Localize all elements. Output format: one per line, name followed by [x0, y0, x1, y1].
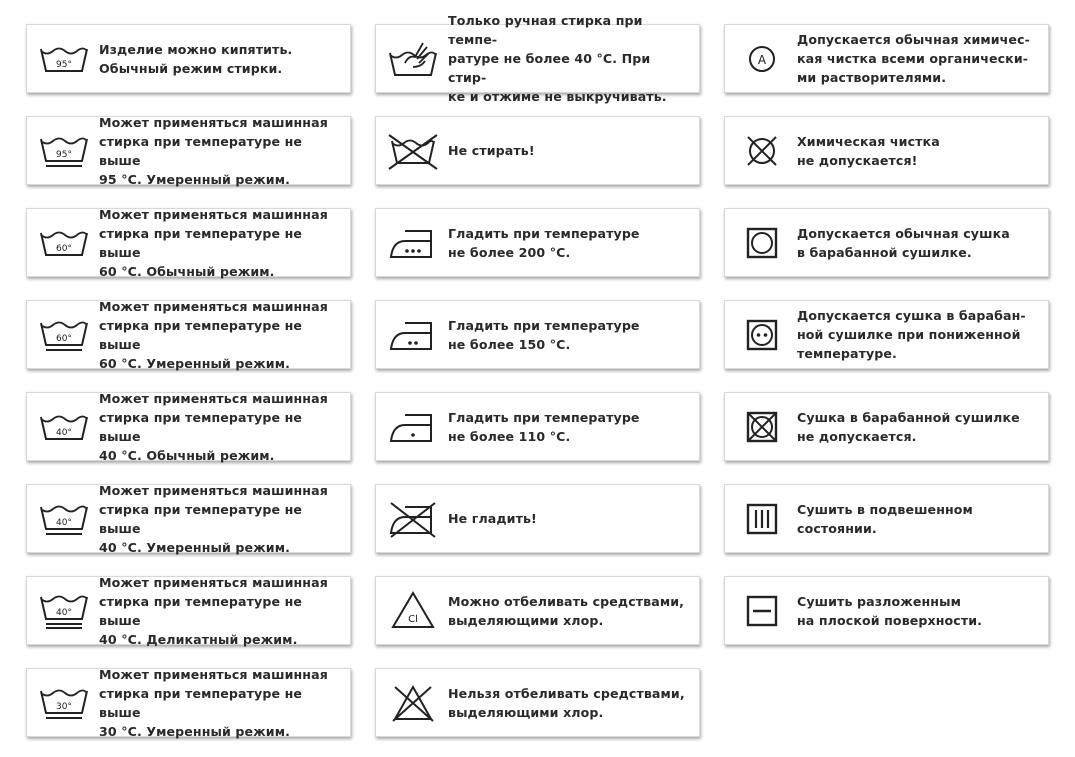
symbol-description: Может применяться машинная стирка при температуре не выше 60 °С. Обычный режим.: [99, 206, 328, 279]
iron-two-dots-icon: [384, 311, 442, 359]
symbol-card: [26, 116, 351, 185]
svg-text:Cl: Cl: [408, 613, 418, 625]
do-not-tumble-dry-icon: [733, 403, 791, 451]
do-not-bleach-icon: [384, 679, 442, 727]
wash-tub-95-bar-icon: [35, 127, 93, 175]
symbol-card: [26, 668, 351, 737]
symbol-card: [724, 24, 1049, 93]
care-symbols-grid: [26, 13, 1050, 739]
empty-cell: [724, 668, 1049, 737]
wash-temperature-label: 60°: [56, 333, 72, 344]
symbol-description: Может применяться машинная стирка при температуре не выше 60 °С. Умеренный режим.: [99, 298, 328, 371]
symbol-card: [724, 576, 1049, 645]
symbol-description: Нельзя отбеливать средствами, выделяющими хлор.: [448, 685, 685, 720]
wash-tub-40-bar-icon: [35, 495, 93, 543]
dry-flat-icon: [733, 587, 791, 635]
symbol-card: [724, 484, 1049, 553]
tumble-dry-icon: [733, 219, 791, 267]
symbol-card: [26, 300, 351, 369]
iron-one-dot-icon: [384, 403, 442, 451]
symbol-card: [375, 13, 700, 104]
symbol-description: Сушить разложенным на плоской поверхности.: [797, 593, 983, 628]
wash-tub-30-bar-icon: [35, 679, 93, 727]
symbol-description: Может применяться машинная стирка при температуре не выше 40 °С. Умеренный режим.: [99, 482, 328, 555]
symbol-card: [26, 484, 351, 553]
symbol-description: Может применяться машинная стирка при температуре не выше 40 °С. Деликатный режим.: [99, 574, 328, 647]
symbol-description: Сушка в барабанной сушилке не допускается.: [797, 409, 1020, 444]
symbol-description: Может применяться машинная стирка при температуре не выше 40 °С. Обычный режим.: [99, 390, 328, 463]
line-dry-icon: [733, 495, 791, 543]
do-not-wash-icon: [384, 127, 442, 175]
symbol-card: [375, 208, 700, 277]
symbol-description: Только ручная стирка при темпе- ратуре не более 40 °С. При стир- ке и отжиме не выкручивать.: [448, 13, 667, 104]
wash-tub-40-icon: [35, 403, 93, 451]
symbol-description: Допускается сушка в барабан- ной сушилке при пониженной температуре.: [797, 308, 1026, 361]
symbol-card: [724, 300, 1049, 369]
symbol-description: Не гладить!: [448, 511, 537, 526]
symbol-card: [26, 208, 351, 277]
symbol-card: [724, 208, 1049, 277]
wash-temperature-label: 40°: [56, 427, 72, 438]
symbol-description: Изделие можно кипятить. Обычный режим стирки.: [99, 41, 293, 76]
symbol-card: [724, 392, 1049, 461]
symbol-description: Химическая чистка не допускается!: [797, 133, 940, 168]
symbol-card: [375, 116, 700, 185]
do-not-dry-clean-icon: [733, 127, 791, 175]
symbol-description: Можно отбеливать средствами, выделяющими хлор.: [448, 593, 685, 628]
svg-text:A: A: [757, 52, 767, 67]
symbol-description: Может применяться машинная стирка при температуре не выше 30 °С. Умеренный режим.: [99, 666, 328, 739]
symbol-description: Сушить в подвешенном состоянии.: [797, 501, 973, 536]
wash-temperature-label: 95°: [56, 149, 72, 160]
symbol-card: [375, 300, 700, 369]
symbol-description: Гладить при температуре не более 150 °С.: [448, 317, 640, 352]
wash-temperature-label: 40°: [56, 517, 72, 528]
symbol-description: Не стирать!: [448, 143, 535, 158]
symbol-card: [375, 668, 700, 737]
symbol-card: [26, 576, 351, 645]
symbol-description: Может применяться машинная стирка при температуре не выше 95 °С. Умеренный режим.: [99, 114, 328, 187]
iron-three-dots-icon: [384, 219, 442, 267]
symbol-card: [724, 116, 1049, 185]
wash-temperature-label: 40°: [56, 607, 72, 618]
wash-tub-95-icon: [35, 35, 93, 83]
wash-tub-60-bar-icon: [35, 311, 93, 359]
symbol-card: [26, 24, 351, 93]
tumble-dry-low-icon: [733, 311, 791, 359]
symbol-description: Гладить при температуре не более 200 °С.: [448, 225, 640, 260]
symbol-card: [375, 392, 700, 461]
symbol-description: Допускается обычная сушка в барабанной сушилке.: [797, 225, 1010, 260]
wash-temperature-label: 95°: [56, 59, 72, 70]
symbol-card: [26, 392, 351, 461]
wash-tub-60-icon: [35, 219, 93, 267]
do-not-iron-icon: [384, 495, 442, 543]
symbol-card: [375, 484, 700, 553]
wash-tub-40-double-bar-icon: [35, 587, 93, 635]
symbol-card: [375, 576, 700, 645]
bleach-cl-icon: [384, 587, 442, 635]
symbol-description: Гладить при температуре не более 110 °С.: [448, 409, 640, 444]
dry-clean-a-icon: [733, 35, 791, 83]
wash-temperature-label: 30°: [56, 701, 72, 712]
symbol-description: Допускается обычная химичес- кая чистка всеми органически- ми растворителями.: [797, 32, 1030, 85]
wash-temperature-label: 60°: [56, 243, 72, 254]
hand-wash-icon: [384, 35, 442, 83]
